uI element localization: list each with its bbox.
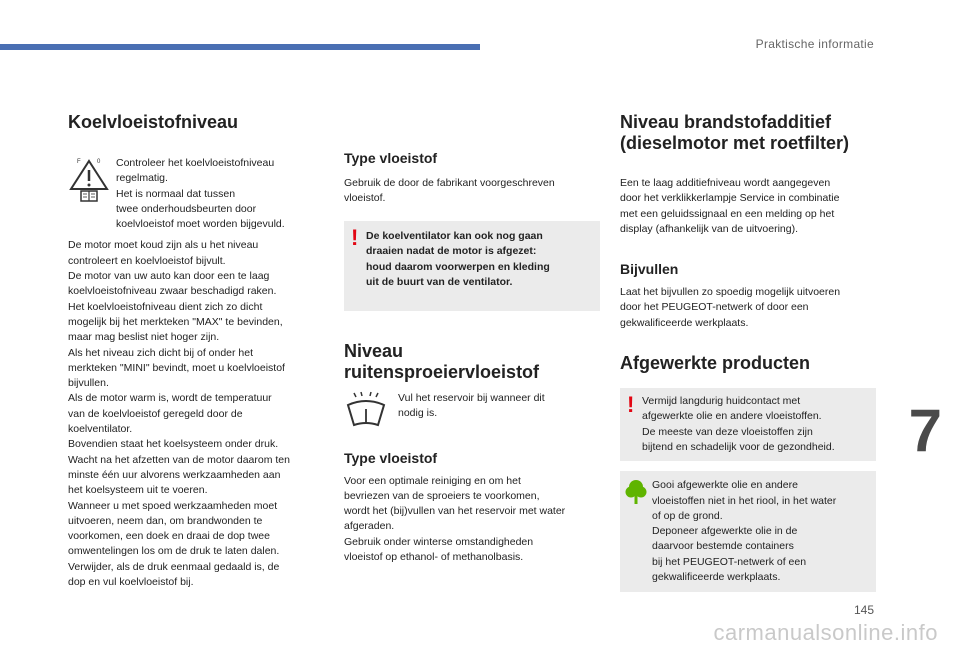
fan-warning-box <box>344 221 600 311</box>
eco-line: Gooi afgewerkte olie en andere <box>652 479 798 492</box>
washer-icon-text <box>398 391 545 436</box>
coolant-body-line: mogelijk bij het merkteken "MAX" te bevinden, <box>68 315 283 328</box>
skin-warning-line: De meeste van deze vloeistoffen zijn <box>642 425 813 438</box>
coolant-body-line: minste één uur alvorens werkzaamheden aan <box>68 468 281 481</box>
washer-type-line: Gebruik onder winterse omstandigheden <box>344 535 534 548</box>
skin-warning-line: Vermijd langdurig huidcontact met <box>642 395 801 408</box>
eco-line: Deponeer afgewerkte olie in de <box>652 525 798 538</box>
refill-text-line: gekwalificeerde werkplaats. <box>620 316 749 329</box>
eco-line: of op de grond. <box>652 509 723 522</box>
tree-icon <box>625 479 647 510</box>
fan-warning-text <box>366 229 588 291</box>
coolant-body-line: bijvullen. <box>68 377 109 390</box>
coolant-body-line: koelvloeistofniveau zwaar beschadigd raken. <box>68 285 277 298</box>
washer-title-line: Niveau <box>344 340 404 361</box>
fan-warning-line: draaien nadat de motor is afgezet: <box>366 245 537 258</box>
washer-type-line: afgeraden. <box>344 520 395 533</box>
coolant-body-line: voorkomen, een doek en draai de dop twee <box>68 530 270 543</box>
additive-title <box>620 112 876 154</box>
coolant-body-line: Het koelvloeistofniveau dient zich zo dicht <box>68 300 263 313</box>
coolant-icon-line: twee onderhoudsbeurten door <box>116 202 257 215</box>
washer-type-title: Type vloeistof <box>344 449 438 466</box>
coolant-body-line: Bovendien staat het koelsysteem onder druk. <box>68 438 279 451</box>
additive-text <box>620 176 876 237</box>
washer-type-line: Voor een optimale reiniging en om het <box>344 474 521 487</box>
coolant-body <box>68 238 326 590</box>
page-number: 145 <box>853 603 874 617</box>
skin-warning-line: bijtend en schadelijk voor de gezondheid. <box>642 440 835 453</box>
additive-title-line: Niveau brandstofadditief <box>620 112 832 132</box>
watermark: carmanualsonline.info <box>713 620 938 645</box>
coolant-body-line: Wanneer u met spoed werkzaamheden moet <box>68 499 278 512</box>
washer-title <box>344 341 600 383</box>
coolant-body-line: De motor van uw auto kan door een te laag <box>68 270 270 283</box>
coolant-body-line: het koelsysteem uit te voeren. <box>68 484 208 497</box>
eco-line: vloeistoffen niet in het riool, in het water <box>652 494 837 507</box>
coolant-body-line: De motor moet koud zijn als u het niveau <box>68 239 259 252</box>
coolant-icon-text <box>116 156 285 232</box>
coolant-warning-icon <box>68 157 116 232</box>
coolant-body-line: Als de motor warm is, wordt de temperatuur <box>68 392 272 405</box>
additive-title-line: (dieselmotor met roetfilter) <box>620 133 850 153</box>
svg-text:F: F <box>77 159 81 165</box>
page-header-title: Praktische informatie <box>755 37 874 51</box>
washer-type-text <box>344 474 600 566</box>
washer-type-line: vloeistof op ethanol- of methanolbasis. <box>344 551 524 564</box>
used-products-title: Afgewerkte producten <box>620 353 811 374</box>
fluid-type-line: vloeistof. <box>344 192 386 205</box>
eco-line: daarvoor bestemde containers <box>652 540 794 553</box>
skin-warning-box <box>620 388 876 461</box>
washer-icon-row <box>344 391 600 436</box>
coolant-title: Koelvloeistofniveau <box>68 112 239 132</box>
coolant-body-line: omwentelingen los om de druk te laten dalen. <box>68 545 280 558</box>
coolant-icon-line: koelvloeistof moet worden bijgevuld. <box>116 218 285 231</box>
refill-text-line: door het PEUGEOT-netwerk of door een <box>620 301 809 314</box>
fan-warning-line: De koelventilator kan ook nog gaan <box>366 229 543 242</box>
eco-line: gekwalificeerde werkplaats. <box>652 571 781 584</box>
refill-title: Bijvullen <box>620 261 679 278</box>
fluid-type-text <box>344 176 600 207</box>
coolant-icon-row <box>68 157 326 232</box>
skin-warning-line: afgewerkte olie en andere vloeistoffen. <box>642 410 822 423</box>
coolant-icon-line: Controleer het koelvloeistofniveau <box>116 157 275 169</box>
refill-text-line: Laat het bijvullen zo spoedig mogelijk uitvoeren <box>620 286 841 299</box>
exclamation-icon: ! <box>627 392 635 418</box>
washer-icon-line: nodig is. <box>398 406 438 419</box>
eco-text <box>652 478 866 585</box>
fan-warning-line: houd daarom voorwerpen en kleding <box>366 260 550 273</box>
coolant-body-line: controleert en koelvloeistof bijvult. <box>68 254 226 267</box>
additive-text-line: Een te laag additiefniveau wordt aangegeven <box>620 177 831 189</box>
washer-title-line: ruitensproeiervloeistof <box>344 361 540 382</box>
additive-text-line: door het verklikkerlampje Service in combinatie <box>620 192 840 205</box>
coolant-body-line: Als het niveau zich dicht bij of onder het <box>68 346 254 359</box>
svg-text:0: 0 <box>97 159 101 165</box>
fan-warning-line: uit de buurt van de ventilator. <box>366 276 513 289</box>
exclamation-icon: ! <box>351 224 359 250</box>
chapter-number: 7 <box>908 397 942 464</box>
washer-type-line: bevriezen van de sproeiers te voorkomen, <box>344 489 540 502</box>
coolant-body-line: van de koelvloeistof geregeld door de <box>68 407 243 420</box>
fluid-type-title: Type vloeistof <box>344 150 438 166</box>
coolant-body-line: uitvoeren, neem dan, om brandwonden te <box>68 514 263 527</box>
windscreen-washer-icon <box>344 391 398 436</box>
refill-text <box>620 285 876 331</box>
coolant-body-line: Wacht na het afzetten van de motor daarom ten <box>68 453 290 466</box>
fluid-type-line: Gebruik de door de fabrikant voorgeschreven <box>344 177 555 189</box>
coolant-body-line: maar mag beslist niet hoger zijn. <box>68 331 220 344</box>
additive-text-line: display (afhankelijk van de uitvoering). <box>620 222 799 235</box>
coolant-body-line: koelventilator. <box>68 423 133 436</box>
coolant-body-line: Verwijder, als de druk eenmaal gedaald is, de <box>68 560 280 573</box>
coolant-body-line: dop en vul koelvloeistof bij. <box>68 576 194 589</box>
washer-icon-line: Vul het reservoir bij wanneer dit <box>398 391 545 404</box>
coolant-body-line: merkteken "MINI" bevindt, moet u koelvloeistof <box>68 361 285 374</box>
eco-line: bij het PEUGEOT-netwerk of een <box>652 555 807 568</box>
header-accent-bar <box>0 44 480 50</box>
coolant-icon-line: regelmatig. <box>116 172 168 185</box>
coolant-icon-line: Het is normaal dat tussen <box>116 187 236 200</box>
additive-section <box>620 112 876 592</box>
fluid-section <box>344 150 600 565</box>
coolant-section <box>68 112 326 590</box>
eco-box <box>620 471 876 592</box>
washer-type-line: wordt het (bij)vullen van het reservoir met water <box>344 505 566 518</box>
skin-warning-text <box>642 394 864 455</box>
additive-text-line: met een geluidssignaal en een melding op het <box>620 207 835 220</box>
